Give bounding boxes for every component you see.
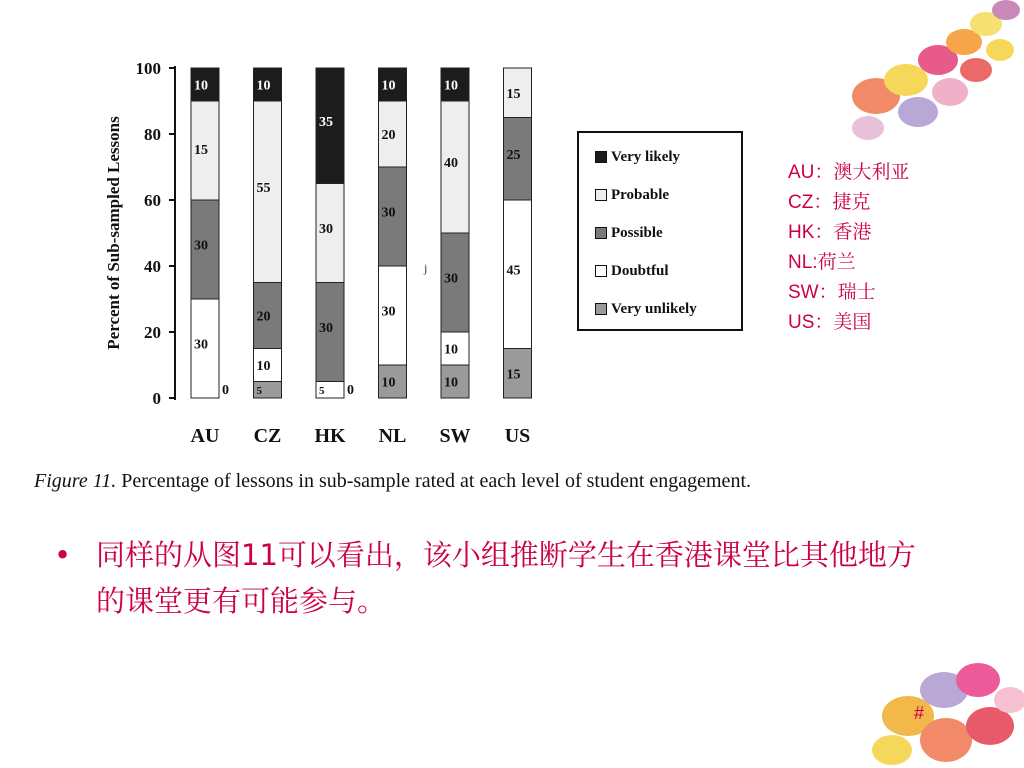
legend-label: Possible [611, 224, 663, 241]
page-number: # [914, 703, 925, 723]
y-tick-label: 100 [135, 59, 161, 78]
data-label: 40 [444, 156, 458, 171]
data-label: 10 [444, 342, 458, 358]
x-tick-label: CZ [253, 425, 282, 447]
data-label: 0 [347, 383, 354, 398]
candy-eggs-bottom-decoration [862, 650, 1024, 768]
legend-label: Probable [611, 186, 670, 203]
data-label: 10 [194, 78, 208, 94]
data-label: 55 [256, 180, 271, 196]
figure-caption-text: Percentage of lessons in sub-sample rated at each level of student engagement. [121, 470, 751, 492]
legend-item-probable [595, 185, 669, 205]
data-label: 10 [256, 78, 271, 94]
legend-swatch [595, 303, 607, 315]
legend-item-very-likely [595, 147, 680, 167]
y-axis [136, 59, 176, 408]
x-tick-label: SW [439, 425, 471, 447]
candy-eggs-top-decoration [846, 0, 1024, 148]
legend-label: Very likely [611, 148, 681, 165]
data-label: 10 [256, 359, 271, 374]
bullet-point [54, 532, 942, 624]
data-label: 30 [444, 271, 458, 287]
data-label: 15 [194, 142, 208, 158]
figure-label: Figure 11. [34, 470, 117, 492]
y-tick-label: 20 [144, 323, 161, 342]
abbreviation-au: AU：澳大利亚 [788, 162, 910, 183]
legend-item-doubtful [595, 261, 669, 281]
data-label: 30 [319, 222, 333, 237]
legend-swatch [595, 227, 607, 239]
figure-caption [34, 470, 751, 493]
y-tick-label: 60 [144, 191, 161, 210]
data-label: 0 [222, 383, 229, 398]
stray-mark: j [424, 261, 428, 275]
data-label: 10 [381, 78, 396, 94]
data-label: 10 [444, 375, 458, 391]
legend-label: Doubtful [611, 262, 669, 279]
data-label: 0 [534, 67, 542, 82]
bars [191, 68, 532, 398]
data-label: 5 [256, 384, 262, 397]
x-tick-label: NL [378, 425, 407, 447]
data-label: 35 [319, 114, 333, 130]
data-label: 20 [256, 309, 271, 325]
y-tick-label: 40 [144, 257, 161, 276]
data-label: 5 [319, 384, 325, 397]
legend-swatch [595, 265, 607, 277]
data-label: 30 [194, 337, 208, 353]
abbreviation-nl: NL:荷兰 [788, 252, 856, 273]
data-label: 45 [506, 263, 521, 279]
abbreviation-hk: HK：香港 [788, 222, 872, 243]
legend-label: Very unlikely [611, 300, 697, 317]
data-label: 10 [444, 78, 458, 94]
data-label: 15 [506, 86, 521, 102]
data-label: 15 [506, 367, 521, 383]
legend-item-very-unlikely [595, 299, 697, 319]
legend-swatch [595, 189, 607, 201]
data-label: 30 [381, 304, 396, 320]
bullet-symbol: • [54, 538, 72, 572]
abbreviation-cz: CZ：捷克 [788, 192, 871, 213]
data-label: 30 [194, 238, 208, 254]
country-abbreviation-list [788, 158, 909, 338]
x-tick-label: AU [190, 425, 220, 447]
data-label: 10 [381, 375, 396, 391]
x-tick-label: US [504, 425, 531, 447]
chart-legend [577, 131, 743, 331]
data-labels [191, 67, 542, 447]
abbreviation-us: US：美国 [788, 312, 872, 333]
legend-item-possible [595, 223, 663, 243]
data-label: 30 [319, 321, 333, 336]
bullet-text: 同样的从图11可以看出，该小组推断学生在香港课堂比其他地方的课堂更有可能参与。 [96, 538, 916, 618]
data-label: 30 [381, 205, 396, 221]
data-label: 20 [381, 128, 396, 143]
y-axis-title: Percent of Sub-sampled Lessons [104, 116, 123, 350]
abbreviation-sw: SW：瑞士 [788, 282, 876, 303]
y-tick-label: 80 [144, 125, 161, 144]
x-tick-label: HK [314, 425, 346, 447]
data-label: 25 [506, 147, 521, 163]
y-tick-label: 0 [152, 389, 161, 408]
legend-swatch [595, 151, 607, 163]
